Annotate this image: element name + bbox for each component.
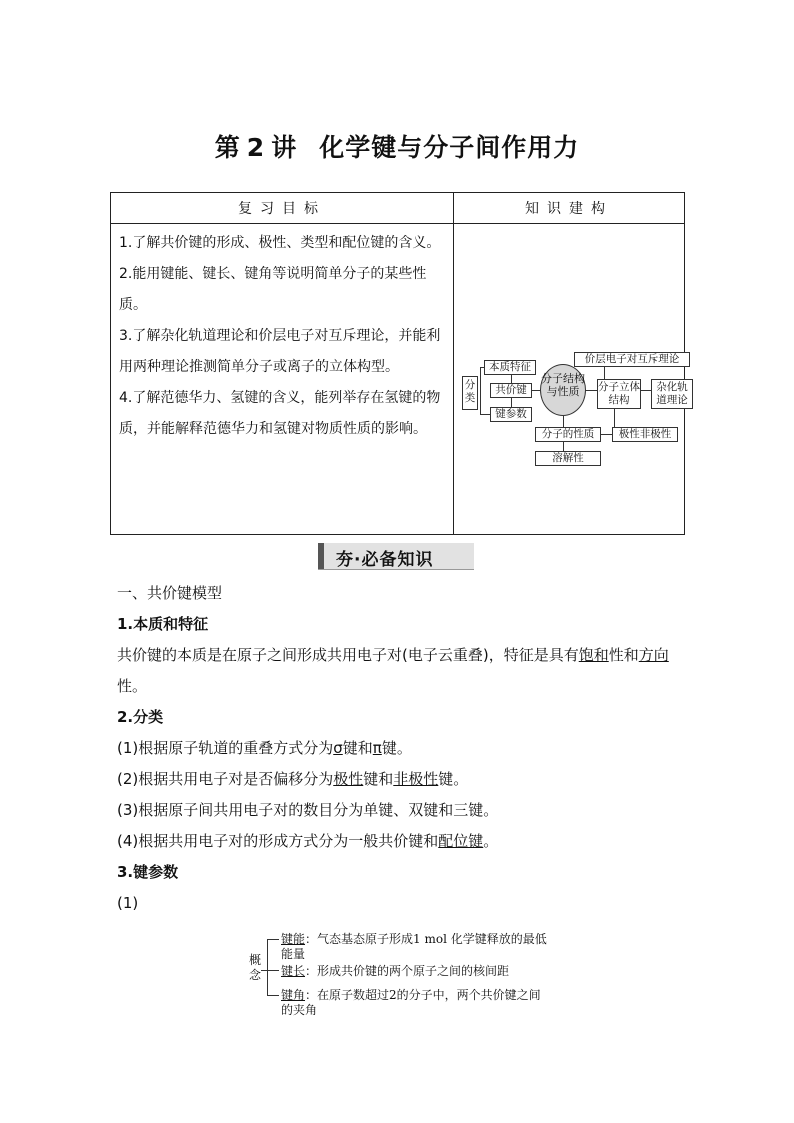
subheading-essence: 1.本质和特征 bbox=[117, 615, 209, 633]
answer-blank: 方向 bbox=[638, 646, 669, 664]
subheading-classify: 2.分类 bbox=[117, 708, 164, 726]
answer-blank: 非极性 bbox=[393, 770, 439, 788]
def-bond-angle: ：在原子数超过2的分子中，两个共价键之间的夹角 bbox=[281, 988, 541, 1017]
box-structure: 分子立体结构 bbox=[597, 379, 641, 409]
box-covalent: 共价键 bbox=[490, 383, 532, 398]
concept-length bbox=[281, 964, 551, 979]
box-params: 键参数 bbox=[490, 407, 532, 422]
answer-blank: σ bbox=[333, 739, 343, 757]
item-1-label: (1) bbox=[117, 894, 139, 912]
center-molecular-structure: 分子结构与性质 bbox=[540, 364, 586, 416]
box-hybrid: 杂化轨道理论 bbox=[651, 379, 693, 409]
def-bond-energy: ：气态基态原子形成1 mol 化学键释放的最低能量 bbox=[281, 932, 547, 961]
goals-header: 复习目标 bbox=[111, 193, 454, 224]
knowledge-map-cell bbox=[454, 224, 688, 535]
objective-item: 3.了解杂化轨道理论和价层电子对互斥理论，并能利用两种理论推测简单分子或离子的立体构型。 bbox=[119, 328, 441, 375]
classify-item-3: (3)根据原子间共用电子对的数目分为单键、双键和三键。 bbox=[117, 801, 499, 819]
term-bond-length: 键长 bbox=[281, 964, 306, 978]
box-essence: 本质特征 bbox=[484, 360, 536, 375]
section-banner bbox=[318, 543, 474, 570]
classify-item-1: (1)根据原子轨道的重叠方式分为σ键和π键。 bbox=[117, 739, 412, 757]
objective-item: 4.了解范德华力、氢键的含义，能列举存在氢键的物质，并能解释范德华力和氢键对物质性质的影响。 bbox=[119, 390, 441, 437]
banner-bar bbox=[318, 543, 324, 569]
box-classify: 分类 bbox=[462, 376, 478, 410]
title-part2: 讲 bbox=[271, 133, 298, 162]
objective-item: 1.了解共价键的形成、极性、类型和配位键的含义。 bbox=[119, 235, 441, 251]
term-bond-energy: 键能 bbox=[281, 932, 306, 946]
review-goals-table bbox=[110, 192, 688, 535]
concept-angle bbox=[281, 988, 551, 1018]
concept-diagram bbox=[245, 925, 555, 1025]
title-part1: 第 bbox=[214, 133, 241, 162]
concept-energy bbox=[281, 932, 551, 962]
box-vsepr: 价层电子对互斥理论 bbox=[574, 352, 690, 367]
answer-blank: 配位键 bbox=[438, 832, 484, 850]
concept-root: 概念 bbox=[249, 953, 262, 982]
title-topic: 化学键与分子间作用力 bbox=[319, 133, 580, 162]
banner-text: 夯·必备知识 bbox=[336, 550, 434, 570]
knowledge-map-header: 知识建构 bbox=[454, 193, 685, 224]
paragraph-essence: 共价键的本质是在原子之间形成共用电子对(电子云重叠)，特征是具有饱和性和方向性。 bbox=[117, 646, 669, 695]
classify-item-2: (2)根据共用电子对是否偏移分为极性键和非极性键。 bbox=[117, 770, 469, 788]
title-number: 2 bbox=[246, 133, 266, 162]
answer-blank: π bbox=[372, 739, 382, 757]
box-properties: 分子的性质 bbox=[535, 427, 601, 442]
page-title bbox=[0, 128, 794, 164]
box-polarity: 极性非极性 bbox=[612, 427, 678, 442]
term-bond-angle: 键角 bbox=[281, 988, 306, 1002]
objectives-cell bbox=[111, 224, 454, 535]
section-heading: 一、共价键模型 bbox=[117, 584, 223, 602]
section-content bbox=[117, 578, 687, 919]
objective-item: 2.能用键能、键长、键角等说明简单分子的某些性质。 bbox=[119, 266, 427, 313]
classify-item-4: (4)根据共用电子对的形成方式分为一般共价键和配位键。 bbox=[117, 832, 499, 850]
answer-blank: 极性 bbox=[333, 770, 364, 788]
subheading-params: 3.键参数 bbox=[117, 863, 179, 881]
def-bond-length: ：形成共价键的两个原子之间的核间距 bbox=[305, 964, 510, 978]
box-solubility: 溶解性 bbox=[535, 451, 601, 466]
answer-blank: 饱和 bbox=[578, 646, 609, 664]
